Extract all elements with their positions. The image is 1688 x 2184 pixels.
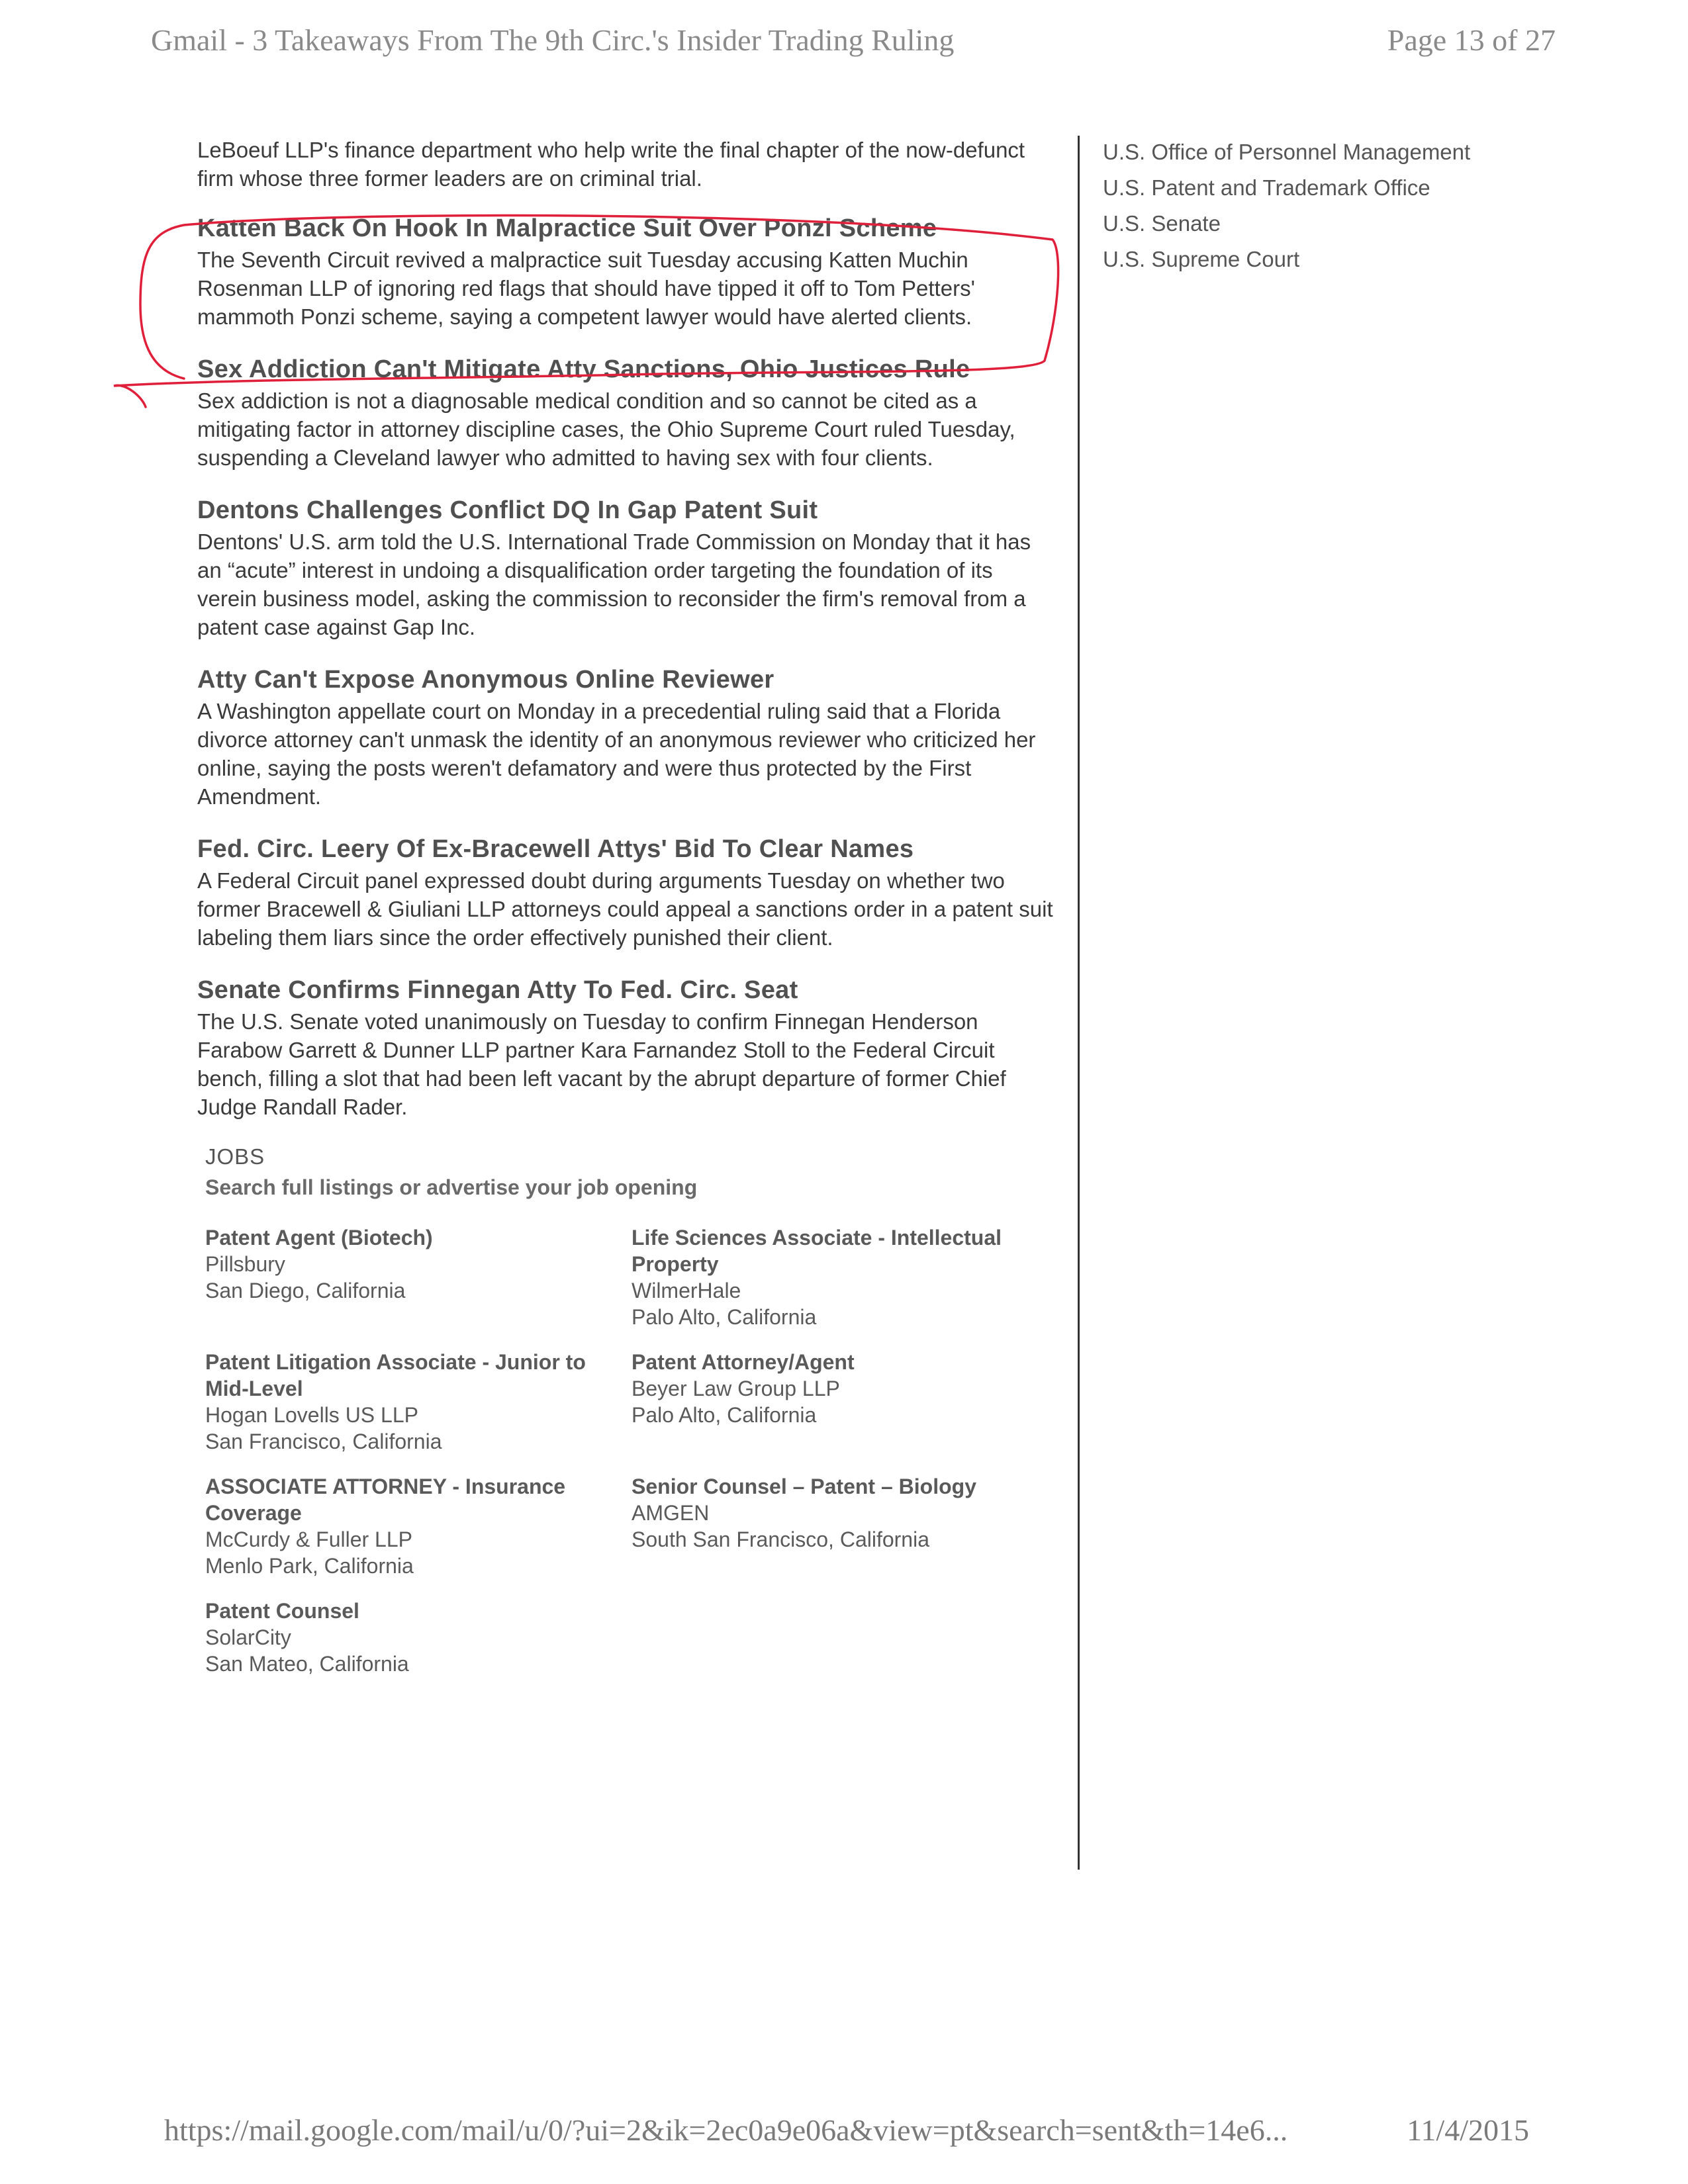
job-location: San Francisco, California: [205, 1430, 442, 1453]
page-number: Page 13 of 27: [1387, 23, 1556, 57]
article-summary: A Federal Circuit panel expressed doubt during arguments Tuesday on whether two former Bracewell & Giuliani LLP attorneys could appeal a sanctions order in a patent suit labeling them liars since the order effectively punished their client.: [197, 868, 1053, 950]
article-summary: Sex addiction is not a diagnosable medical condition and so cannot be cited as a mitigating factor in attorney discipline cases, the Ohio Supreme Court ruled Tuesday, suspending a Cleveland lawyer who admitted to having sex with four clients.: [197, 388, 1015, 470]
job-title[interactable]: Senior Counsel – Patent – Biology: [632, 1475, 976, 1498]
job-listing: [205, 1473, 629, 1579]
article-title[interactable]: Sex Addiction Can't Mitigate Atty Sanctions, Ohio Justices Rule: [197, 355, 970, 383]
footer-url[interactable]: https://mail.google.com/mail/u/0/?ui=2&ik=2ec0a9e06a&view=pt&search=sent&th=14e6...: [164, 2113, 1288, 2147]
job-location: Palo Alto, California: [632, 1305, 817, 1329]
sidebar: [1103, 138, 1500, 281]
article: [197, 664, 1058, 811]
jobs-section: [205, 1144, 1058, 1677]
job-title[interactable]: Patent Agent (Biotech): [205, 1226, 433, 1250]
sidebar-item-personnel-management[interactable]: U.S. Office of Personnel Management: [1103, 140, 1471, 164]
article: [197, 833, 1058, 952]
jobs-grid: [205, 1224, 1058, 1677]
intro-paragraph: LeBoeuf LLP's finance department who help write the final chapter of the now-defunct firm whose three former leaders are on criminal trial.: [197, 138, 1025, 191]
job-company: Hogan Lovells US LLP: [205, 1403, 418, 1427]
job-listing: [205, 1224, 629, 1330]
article: [197, 212, 1058, 331]
job-listing: [632, 1473, 1042, 1579]
article: [197, 353, 1058, 472]
column-divider: [1078, 136, 1080, 1870]
article-summary: The U.S. Senate voted unanimously on Tuesday to confirm Finnegan Henderson Farabow Garrett & Dunner LLP partner Kara Farnandez Stoll to the Federal Circuit bench, filling a slot that had been left vacant by the abrupt departure of former Chief Judge Randall Rader.: [197, 1009, 1006, 1119]
job-company: AMGEN: [632, 1501, 710, 1525]
job-location: Palo Alto, California: [632, 1403, 817, 1427]
jobs-heading: JOBS: [205, 1144, 265, 1169]
job-company: SolarCity: [205, 1625, 291, 1649]
article-title[interactable]: Senate Confirms Finnegan Atty To Fed. Circ. Seat: [197, 976, 798, 1004]
job-location: South San Francisco, California: [632, 1527, 929, 1551]
page-header-title: Gmail - 3 Takeaways From The 9th Circ.'s Insider Trading Ruling: [151, 23, 955, 57]
job-location: San Mateo, California: [205, 1652, 409, 1676]
article-summary: Dentons' U.S. arm told the U.S. International Trade Commission on Monday that it has an “acute” interest in undoing a disqualification order targeting the foundation of its verein business model, asking the commission to reconsider the firm's removal from a patent case against Gap Inc.: [197, 529, 1031, 639]
job-title[interactable]: Life Sciences Associate - Intellectual Property: [632, 1226, 1002, 1276]
main-column: [197, 136, 1058, 1677]
job-company: McCurdy & Fuller LLP: [205, 1527, 412, 1551]
article: [197, 974, 1058, 1121]
job-title[interactable]: ASSOCIATE ATTORNEY - Insurance Coverage: [205, 1475, 566, 1525]
footer-date: 11/4/2015: [1407, 2113, 1529, 2147]
job-location: Menlo Park, California: [205, 1554, 414, 1578]
page-header: [151, 23, 1556, 69]
job-title[interactable]: Patent Counsel: [205, 1599, 359, 1623]
job-listing: [205, 1598, 629, 1677]
job-location: San Diego, California: [205, 1279, 406, 1302]
job-title[interactable]: Patent Attorney/Agent: [632, 1350, 855, 1374]
job-listing: [632, 1349, 1042, 1455]
job-title[interactable]: Patent Litigation Associate - Junior to Mid-Level: [205, 1350, 586, 1400]
article-summary: A Washington appellate court on Monday in a precedential ruling said that a Florida divorce attorney can't unmask the identity of an anonymous reviewer who criticized her online, saying the posts weren't defamatory and were thus protected by the First Amendment.: [197, 699, 1036, 809]
sidebar-item-patent-office[interactable]: U.S. Patent and Trademark Office: [1103, 175, 1430, 200]
job-company: WilmerHale: [632, 1279, 741, 1302]
job-company: Pillsbury: [205, 1252, 285, 1276]
article-title[interactable]: Fed. Circ. Leery Of Ex-Bracewell Attys' Bid To Clear Names: [197, 835, 914, 863]
job-listing: [632, 1224, 1042, 1330]
jobs-search-link[interactable]: Search full listings or advertise your job opening: [205, 1175, 698, 1199]
sidebar-item-supreme-court[interactable]: U.S. Supreme Court: [1103, 247, 1300, 271]
job-company: Beyer Law Group LLP: [632, 1377, 840, 1400]
job-listing: [205, 1349, 629, 1455]
article-title[interactable]: Atty Can't Expose Anonymous Online Reviewer: [197, 666, 774, 694]
article-summary: The Seventh Circuit revived a malpractice suit Tuesday accusing Katten Muchin Rosenman LLP of ignoring red flags that should have tipped it off to Tom Petters' mammoth Ponzi scheme, saying a competent lawyer would have alerted clients.: [197, 248, 975, 329]
article-title[interactable]: Katten Back On Hook In Malpractice Suit Over Ponzi Scheme: [197, 214, 937, 242]
article-title[interactable]: Dentons Challenges Conflict DQ In Gap Patent Suit: [197, 496, 818, 524]
sidebar-item-senate[interactable]: U.S. Senate: [1103, 211, 1221, 236]
article: [197, 494, 1058, 641]
